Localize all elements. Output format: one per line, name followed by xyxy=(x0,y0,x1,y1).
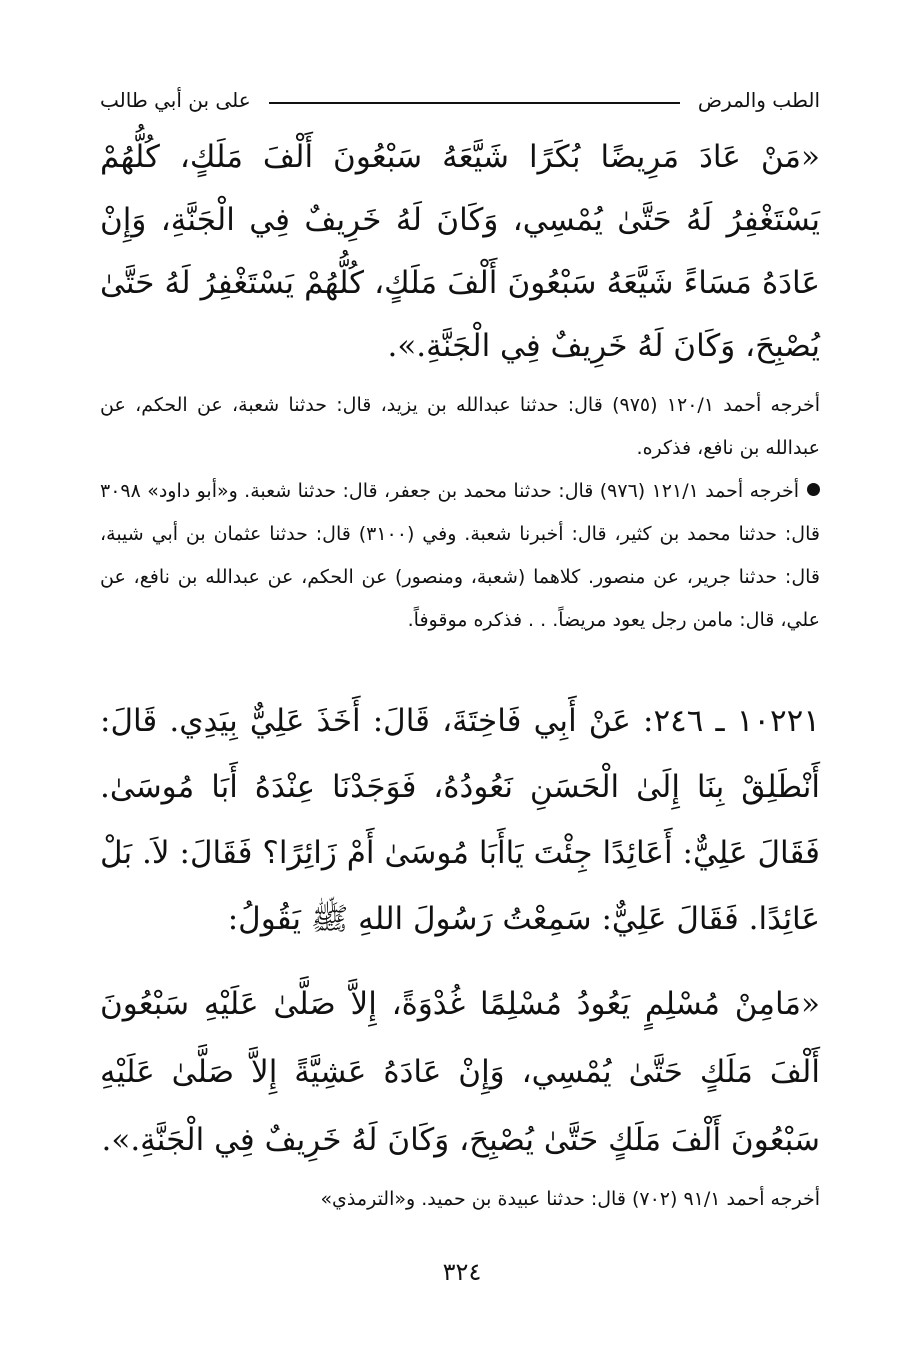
chapter-title: الطب والمرض xyxy=(697,88,820,112)
header-rule xyxy=(269,102,680,104)
hadith-quote-2: «مَامِنْ مُسْلِمٍ يَعُودُ مُسْلِمًا غُدْوَةً، إِلاَّ صَلَّىٰ عَلَيْهِ سَبْعُونَ أَلْفَ مَلَكٍ حَتَّىٰ يُمْسِي، وَإِنْ عَادَهُ عَشِيَّةً إِلاَّ صَلَّىٰ عَلَيْهِ سَبْعُونَ أَلْفَ مَلَكٍ حَتَّىٰ يُصْبِحَ، وَكَانَ لَهُ خَرِيفٌ فِي الْجَنَّةِ.». xyxy=(100,986,820,1158)
takhrij-note-2-text: أخرجه أحمد ١٢١/١ (٩٧٦) قال: حدثنا محمد بن جعفر، قال: حدثنا شعبة. و«أبو داود» ٣٠٩٨ قال: حدثنا محمد بن كثير، قال: أخبرنا شعبة. وفي (٣١٠٠) قال: حدثنا عثمان بن أبي شيبة، قال: حدثنا جرير، عن منصور. كلاهما (شعبة، ومنصور) عن الحكم، عن عبدالله بن نافع، عن علي، قال: مامن رجل يعود مريضاً. . . فذكره موقوفاً. xyxy=(100,480,820,631)
hadith-intro: ١٠٢٢١ ـ ٢٤٦: عَنْ أَبِي فَاخِتَةَ، قَالَ: أَخَذَ عَلِيٌّ بِيَدِي. قَالَ: أَنْطَلِقْ بِنَا إِلَىٰ الْحَسَنِ نَعُودُهُ، فَوَجَدْنَا عِنْدَهُ أَبَا مُوسَىٰ. فَقَالَ عَلِيٌّ: أَعَائِدًا جِئْتَ يَاأَبَا مُوسَىٰ أَمْ زَائِرًا؟ فَقَالَ: لاَ. بَلْ عَائِدًا. فَقَالَ عَلِيٌّ: سَمِعْتُ رَسُولَ اللهِ ﷺ يَقُولُ: xyxy=(100,703,820,937)
section-title: على بن أبي طالب xyxy=(100,88,251,112)
section-spacer xyxy=(100,642,820,688)
bullet-icon xyxy=(807,483,820,496)
hadith-quote-1: «مَنْ عَادَ مَرِيضًا بُكَرًا شَيَّعَهُ سَبْعُونَ أَلْفَ مَلَكٍ، كُلُّهُمْ يَسْتَغْفِرُ لَهُ حَتَّىٰ يُمْسِي، وَكَانَ لَهُ خَرِيفٌ فِي الْجَنَّةِ، وَإِنْ عَادَهُ مَسَاءً شَيَّعَهُ سَبْعُونَ أَلْفَ مَلَكٍ، كُلُّهُمْ يَسْتَغْفِرُ لَهُ حَتَّىٰ يُصْبِحَ، وَكَانَ لَهُ خَرِيفٌ فِي الْجَنَّةِ.». xyxy=(100,139,820,364)
takhrij-note-3: أخرجه أحمد ٩١/١ (٧٠٢) قال: حدثنا عبيدة بن حميد. و«الترمذي» xyxy=(320,1188,820,1210)
book-page xyxy=(100,80,820,1221)
takhrij-note-2 xyxy=(100,470,820,642)
running-header xyxy=(100,80,820,120)
takhrij-note-1: أخرجه أحمد ١٢٠/١ (٩٧٥) قال: حدثنا عبدالله بن يزيد، قال: حدثنا شعبة، عن الحكم، عن عبدالله بن نافع، فذكره. xyxy=(100,394,820,459)
page-number: ٣٢٤ xyxy=(442,1258,482,1286)
